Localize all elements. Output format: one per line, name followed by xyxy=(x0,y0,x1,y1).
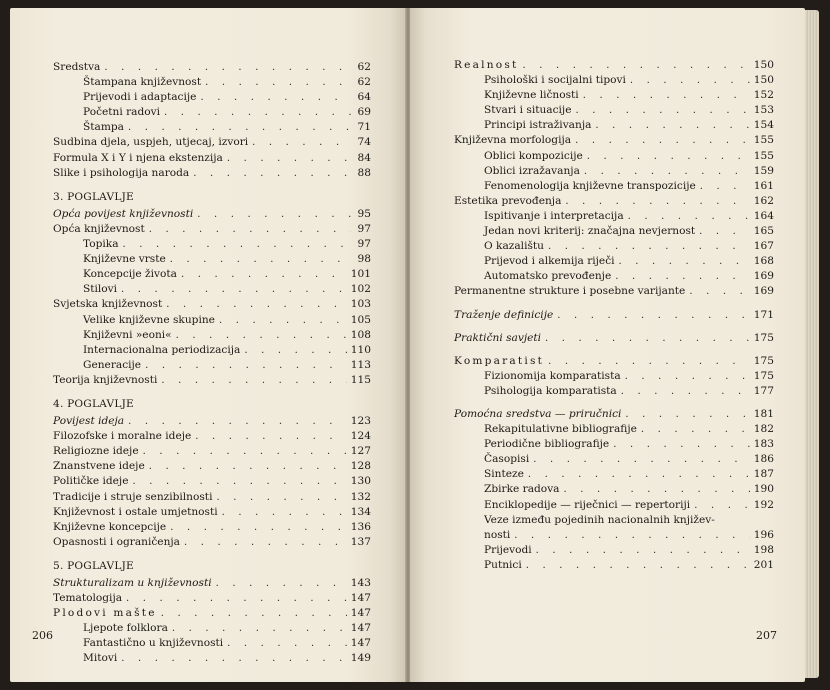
dot-leader xyxy=(579,88,750,103)
entry-title: Velike književne skupine xyxy=(83,313,215,326)
entry-title: Opća povijest književnosti xyxy=(53,207,194,220)
entry-title: Slike i psihologija naroda xyxy=(53,166,190,179)
dot-leader xyxy=(529,452,750,467)
entry-title: Psihologija komparatista xyxy=(484,384,617,397)
dot-leader xyxy=(522,558,750,573)
dot-leader xyxy=(180,535,347,550)
entry-title: Prijevod i alkemija riječi xyxy=(484,255,615,268)
entry-page-number: 105 xyxy=(350,313,371,326)
entry-title: O kazalištu xyxy=(484,240,544,253)
entry-title: Religiozne ideje xyxy=(53,445,139,458)
toc-subentry xyxy=(454,513,774,528)
entry-page-number: 169 xyxy=(753,270,774,283)
entry-title: Filozofske i moralne ideje xyxy=(53,430,192,443)
entry-page-number: 103 xyxy=(350,298,371,311)
entry-title: Časopisi xyxy=(484,453,530,466)
entry-page-number: 175 xyxy=(753,331,774,344)
entry-title: Pomoćna sredstva — priručnici xyxy=(454,407,622,420)
entry-page-number: 128 xyxy=(350,460,371,473)
entry-page-number: 136 xyxy=(350,520,371,533)
entry-title: Permanentne strukture i posebne varijante xyxy=(454,285,686,298)
dot-leader xyxy=(124,414,347,429)
entry-page-number: 102 xyxy=(350,283,371,296)
entry-page-number: 190 xyxy=(753,483,774,496)
dot-leader xyxy=(572,103,750,118)
right-page xyxy=(410,8,805,682)
entry-page-number: 137 xyxy=(350,535,371,548)
entry-page-number: 164 xyxy=(753,209,774,222)
entry-page-number: 62 xyxy=(357,76,371,89)
entry-title: Stilovi xyxy=(83,283,118,296)
entry-page-number: 132 xyxy=(350,490,371,503)
entry-page-number: 153 xyxy=(753,104,774,117)
entry-spacer xyxy=(454,323,774,331)
entry-title: Mitovi xyxy=(83,652,118,665)
dot-leader xyxy=(621,407,749,422)
entry-page-number: 162 xyxy=(753,194,774,207)
entry-title: Književni »eoni« xyxy=(83,328,172,341)
dot-leader xyxy=(615,254,750,269)
toc-subentry xyxy=(454,239,774,254)
dot-leader xyxy=(218,505,347,520)
entry-title: Fantastično u književnosti xyxy=(83,637,224,650)
entry-title: Formula X i Y i njena ekstenzija xyxy=(53,151,223,164)
dot-leader xyxy=(160,105,351,120)
dot-leader xyxy=(591,118,749,133)
entry-title: Ljepote folklora xyxy=(83,622,168,635)
dot-leader xyxy=(617,384,750,399)
dot-leader xyxy=(100,60,351,75)
toc-entry xyxy=(454,354,774,369)
entry-title: Plodovi mašte xyxy=(53,607,157,620)
entry-title: Topika xyxy=(83,238,119,251)
right-page-number: 207 xyxy=(756,629,777,642)
toc-subentry xyxy=(454,209,774,224)
dot-leader xyxy=(191,429,346,444)
entry-title: Internacionalna periodizacija xyxy=(83,343,241,356)
entry-title: Automatsko prevođenje xyxy=(484,270,612,283)
entry-title: Tematologija xyxy=(53,592,123,605)
dot-leader xyxy=(117,651,347,666)
toc-entry xyxy=(53,207,371,222)
left-table-of-contents xyxy=(53,60,371,667)
entry-title: Prijevodi xyxy=(484,543,532,556)
entry-page-number: 84 xyxy=(357,151,371,164)
entry-page-number: 186 xyxy=(753,453,774,466)
toc-entry xyxy=(454,308,774,323)
entry-page-number: 74 xyxy=(357,136,371,149)
entry-page-number: 147 xyxy=(350,637,371,650)
toc-subentry xyxy=(454,498,774,513)
entry-page-number: 183 xyxy=(753,438,774,451)
entry-title: Štampana književnost xyxy=(83,76,202,89)
entry-title: Zbirke radova xyxy=(484,483,560,496)
dot-leader xyxy=(223,151,351,166)
entry-title: Rekapitulativne bibliografije xyxy=(484,423,637,436)
entry-page-number: 177 xyxy=(753,384,774,397)
entry-page-number: 97 xyxy=(357,238,371,251)
toc-subentry xyxy=(53,358,371,373)
toc-subentry xyxy=(53,75,371,90)
entry-title: Sinteze xyxy=(484,468,524,481)
entry-page-number: 196 xyxy=(753,528,774,541)
entry-page-number: 171 xyxy=(753,308,774,321)
entry-page-number: 97 xyxy=(357,222,371,235)
chapter-heading: 4. POGLAVLJE xyxy=(53,397,134,410)
dot-leader xyxy=(189,166,351,181)
entry-title: Tradicije i struje senzibilnosti xyxy=(53,490,213,503)
entry-title: Štampa xyxy=(83,121,124,134)
dot-leader xyxy=(157,373,346,388)
toc-entry xyxy=(53,459,371,474)
entry-page-number: 113 xyxy=(350,358,371,371)
page-edges xyxy=(805,10,819,678)
entry-title: Oblici izražavanja xyxy=(484,164,580,177)
toc-entry xyxy=(454,331,774,346)
entry-page-number: 134 xyxy=(350,505,371,518)
entry-page-number: 95 xyxy=(357,207,371,220)
dot-leader xyxy=(544,354,750,369)
dot-leader xyxy=(139,444,347,459)
entry-page-number: 201 xyxy=(753,558,774,571)
dot-leader xyxy=(193,207,351,222)
toc-subentry xyxy=(53,90,371,105)
toc-subentry xyxy=(454,528,774,543)
dot-leader xyxy=(196,90,351,105)
toc-subentry xyxy=(454,269,774,284)
entry-page-number: 101 xyxy=(350,268,371,281)
toc-entry xyxy=(53,222,371,237)
entry-title: Traženje definicije xyxy=(454,308,554,321)
dot-leader xyxy=(157,606,347,621)
toc-subentry xyxy=(454,254,774,269)
dot-leader xyxy=(119,237,351,252)
toc-subentry xyxy=(454,543,774,558)
dot-leader xyxy=(637,422,750,437)
toc-subentry xyxy=(454,437,774,452)
entry-page-number: 143 xyxy=(350,577,371,589)
dot-leader xyxy=(624,209,750,224)
entry-page-number: 110 xyxy=(350,343,371,356)
toc-entry xyxy=(53,444,371,459)
entry-page-number: 147 xyxy=(350,607,371,620)
dot-leader xyxy=(580,164,750,179)
entry-title: Književnost i ostale umjetnosti xyxy=(53,505,218,518)
entry-page-number: 150 xyxy=(753,59,774,71)
entry-page-number: 165 xyxy=(753,225,774,238)
entry-title: Prijevodi i adaptacije xyxy=(83,91,197,104)
entry-page-number: 168 xyxy=(753,255,774,268)
entry-title: Teorija književnosti xyxy=(53,373,158,386)
dot-leader xyxy=(583,149,750,164)
entry-title: Periodične bibliografije xyxy=(484,438,610,451)
entry-title: Književne vrste xyxy=(83,253,166,266)
entry-page-number: 130 xyxy=(350,475,371,488)
toc-subentry xyxy=(454,422,774,437)
dot-leader xyxy=(510,528,749,543)
toc-subentry xyxy=(53,651,371,666)
entry-title: Povijest ideja xyxy=(53,415,125,428)
toc-subentry xyxy=(454,103,774,118)
toc-entry xyxy=(53,297,371,312)
toc-entry xyxy=(53,576,371,591)
dot-leader xyxy=(696,179,750,194)
toc-entry xyxy=(454,194,774,209)
entry-title: Estetika prevođenja xyxy=(454,194,562,207)
dot-leader xyxy=(571,133,750,148)
toc-subentry xyxy=(53,313,371,328)
entry-spacer xyxy=(454,399,774,407)
dot-leader xyxy=(248,135,351,150)
dot-leader xyxy=(611,269,750,284)
entry-title: Veze između pojedinih nacionalnih književ- xyxy=(484,513,715,526)
dot-leader xyxy=(626,73,750,88)
chapter-heading: 3. POGLAVLJE xyxy=(53,190,134,203)
chapter-heading: 5. POGLAVLJE xyxy=(53,559,134,572)
entry-title: Svjetska književnost xyxy=(53,298,163,311)
entry-title: Psihološki i socijalni tipovi xyxy=(484,74,626,87)
entry-title: Strukturalizam u književnosti xyxy=(53,577,212,589)
toc-subentry xyxy=(454,118,774,133)
dot-leader xyxy=(690,498,750,513)
toc-subentry xyxy=(454,224,774,239)
toc-subentry xyxy=(53,343,371,358)
toc-subentry xyxy=(53,252,371,267)
toc-entry xyxy=(53,535,371,550)
dot-leader xyxy=(212,490,346,505)
dot-leader xyxy=(553,308,750,323)
entry-title: Političke ideje xyxy=(53,475,129,488)
entry-page-number: 127 xyxy=(350,445,371,458)
dot-leader xyxy=(223,636,347,651)
toc-entry xyxy=(53,505,371,520)
entry-title: Principi istraživanja xyxy=(484,119,592,132)
dot-leader xyxy=(621,369,750,384)
entry-title: Književne ličnosti xyxy=(484,89,579,102)
toc-subentry xyxy=(454,482,774,497)
dot-leader xyxy=(172,328,347,343)
entry-title: Oblici kompozicije xyxy=(484,149,583,162)
entry-title: Fenomenologija književne transpozicije xyxy=(484,179,696,192)
toc-entry xyxy=(53,60,371,75)
entry-title: Književne koncepcije xyxy=(53,520,167,533)
toc-subentry xyxy=(53,636,371,651)
left-page xyxy=(10,8,406,682)
entry-title: Komparatist xyxy=(454,354,545,367)
entry-page-number: 182 xyxy=(753,423,774,436)
entry-page-number: 108 xyxy=(350,328,371,341)
entry-page-number: 152 xyxy=(753,89,774,102)
entry-page-number: 154 xyxy=(753,119,774,132)
dot-leader xyxy=(128,474,346,489)
entry-title: Jedan novi kriterij: značajna nevjernost xyxy=(484,225,696,238)
entry-page-number: 150 xyxy=(753,74,774,87)
toc-entry xyxy=(53,591,371,606)
entry-page-number: 149 xyxy=(350,652,371,665)
toc-entry xyxy=(53,151,371,166)
entry-page-number: 64 xyxy=(357,91,371,104)
entry-page-number: 181 xyxy=(753,407,774,420)
dot-leader xyxy=(560,482,750,497)
toc-entry xyxy=(53,474,371,489)
entry-title: Stvari i situacije xyxy=(484,104,572,117)
entry-page-number: 155 xyxy=(753,149,774,162)
entry-page-number: 115 xyxy=(350,373,371,386)
entry-page-number: 88 xyxy=(357,166,371,179)
toc-subentry xyxy=(53,282,371,297)
toc-subentry xyxy=(53,120,371,135)
toc-entry xyxy=(454,284,774,299)
entry-page-number: 147 xyxy=(350,592,371,605)
toc-subentry xyxy=(454,88,774,103)
dot-leader xyxy=(541,331,750,346)
toc-subentry xyxy=(53,328,371,343)
dot-leader xyxy=(141,358,347,373)
entry-title: nosti xyxy=(484,528,511,541)
dot-leader xyxy=(166,252,351,267)
dot-leader xyxy=(544,239,750,254)
entry-page-number: 187 xyxy=(753,468,774,481)
entry-title: Koncepcije života xyxy=(83,268,177,281)
dot-leader xyxy=(240,343,346,358)
toc-subentry xyxy=(454,164,774,179)
toc-subentry xyxy=(454,384,774,399)
toc-subentry xyxy=(454,467,774,482)
entry-title: Sudbina djela, uspjeh, utjecaj, izvori xyxy=(53,136,249,149)
entry-page-number: 123 xyxy=(350,415,371,428)
entry-title: Generacije xyxy=(83,358,142,371)
dot-leader xyxy=(685,284,749,299)
toc-entry xyxy=(53,606,371,621)
entry-page-number: 161 xyxy=(753,179,774,192)
entry-title: Književna morfologija xyxy=(454,134,572,147)
toc-entry xyxy=(53,490,371,505)
entry-page-number: 175 xyxy=(753,354,774,367)
entry-page-number: 69 xyxy=(357,106,371,119)
dot-leader xyxy=(177,267,347,282)
entry-page-number: 147 xyxy=(350,622,371,635)
toc-subentry xyxy=(53,621,371,636)
dot-leader xyxy=(145,459,347,474)
toc-subentry xyxy=(53,237,371,252)
dot-leader xyxy=(524,467,750,482)
dot-leader xyxy=(201,75,351,90)
entry-title: Ispitivanje i interpretacija xyxy=(484,209,624,222)
toc-entry xyxy=(53,414,371,429)
right-table-of-contents xyxy=(454,58,774,573)
dot-leader xyxy=(609,437,750,452)
entry-page-number: 167 xyxy=(753,240,774,253)
entry-page-number: 124 xyxy=(350,430,371,443)
entry-page-number: 155 xyxy=(753,134,774,147)
entry-page-number: 62 xyxy=(357,61,371,73)
entry-title: Početni radovi xyxy=(83,106,161,119)
entry-title: Opća književnost xyxy=(53,222,145,235)
entry-page-number: 169 xyxy=(753,285,774,298)
dot-leader xyxy=(561,194,749,209)
entry-title: Praktični savjeti xyxy=(454,331,542,344)
dot-leader xyxy=(215,313,347,328)
dot-leader xyxy=(212,576,347,591)
entry-title: Sredstva xyxy=(53,61,101,73)
toc-subentry xyxy=(454,179,774,194)
toc-subentry xyxy=(454,558,774,573)
toc-entry xyxy=(53,429,371,444)
entry-title: Opasnosti i ograničenja xyxy=(53,535,181,548)
entry-page-number: 71 xyxy=(357,121,371,134)
toc-subentry xyxy=(53,105,371,120)
entry-title: Putnici xyxy=(484,558,522,571)
toc-entry xyxy=(53,373,371,388)
entry-page-number: 192 xyxy=(753,498,774,511)
dot-leader xyxy=(145,222,351,237)
entry-spacer xyxy=(454,346,774,354)
entry-page-number: 159 xyxy=(753,164,774,177)
entry-spacer xyxy=(454,300,774,308)
toc-entry xyxy=(454,133,774,148)
toc-entry xyxy=(53,135,371,150)
left-page-number: 206 xyxy=(32,629,53,642)
dot-leader xyxy=(117,282,347,297)
entry-title: Realnost xyxy=(454,59,519,71)
dot-leader xyxy=(532,543,750,558)
entry-title: Enciklopedije — riječnici — repertoriji xyxy=(484,498,691,511)
dot-leader xyxy=(518,58,749,73)
toc-subentry xyxy=(454,73,774,88)
entry-title: Znanstvene ideje xyxy=(53,460,145,473)
dot-leader xyxy=(124,120,351,135)
toc-subentry xyxy=(454,452,774,467)
dot-leader xyxy=(162,297,347,312)
toc-entry xyxy=(454,58,774,73)
dot-leader xyxy=(695,224,750,239)
entry-page-number: 175 xyxy=(753,369,774,382)
dot-leader xyxy=(122,591,347,606)
dot-leader xyxy=(166,520,347,535)
toc-entry xyxy=(53,520,371,535)
toc-entry xyxy=(53,166,371,181)
entry-title: Fizionomija komparatista xyxy=(484,369,621,382)
toc-subentry xyxy=(454,369,774,384)
entry-page-number: 98 xyxy=(357,253,371,266)
entry-page-number: 198 xyxy=(753,543,774,556)
toc-entry xyxy=(454,407,774,422)
toc-subentry xyxy=(454,149,774,164)
dot-leader xyxy=(168,621,347,636)
toc-subentry xyxy=(53,267,371,282)
